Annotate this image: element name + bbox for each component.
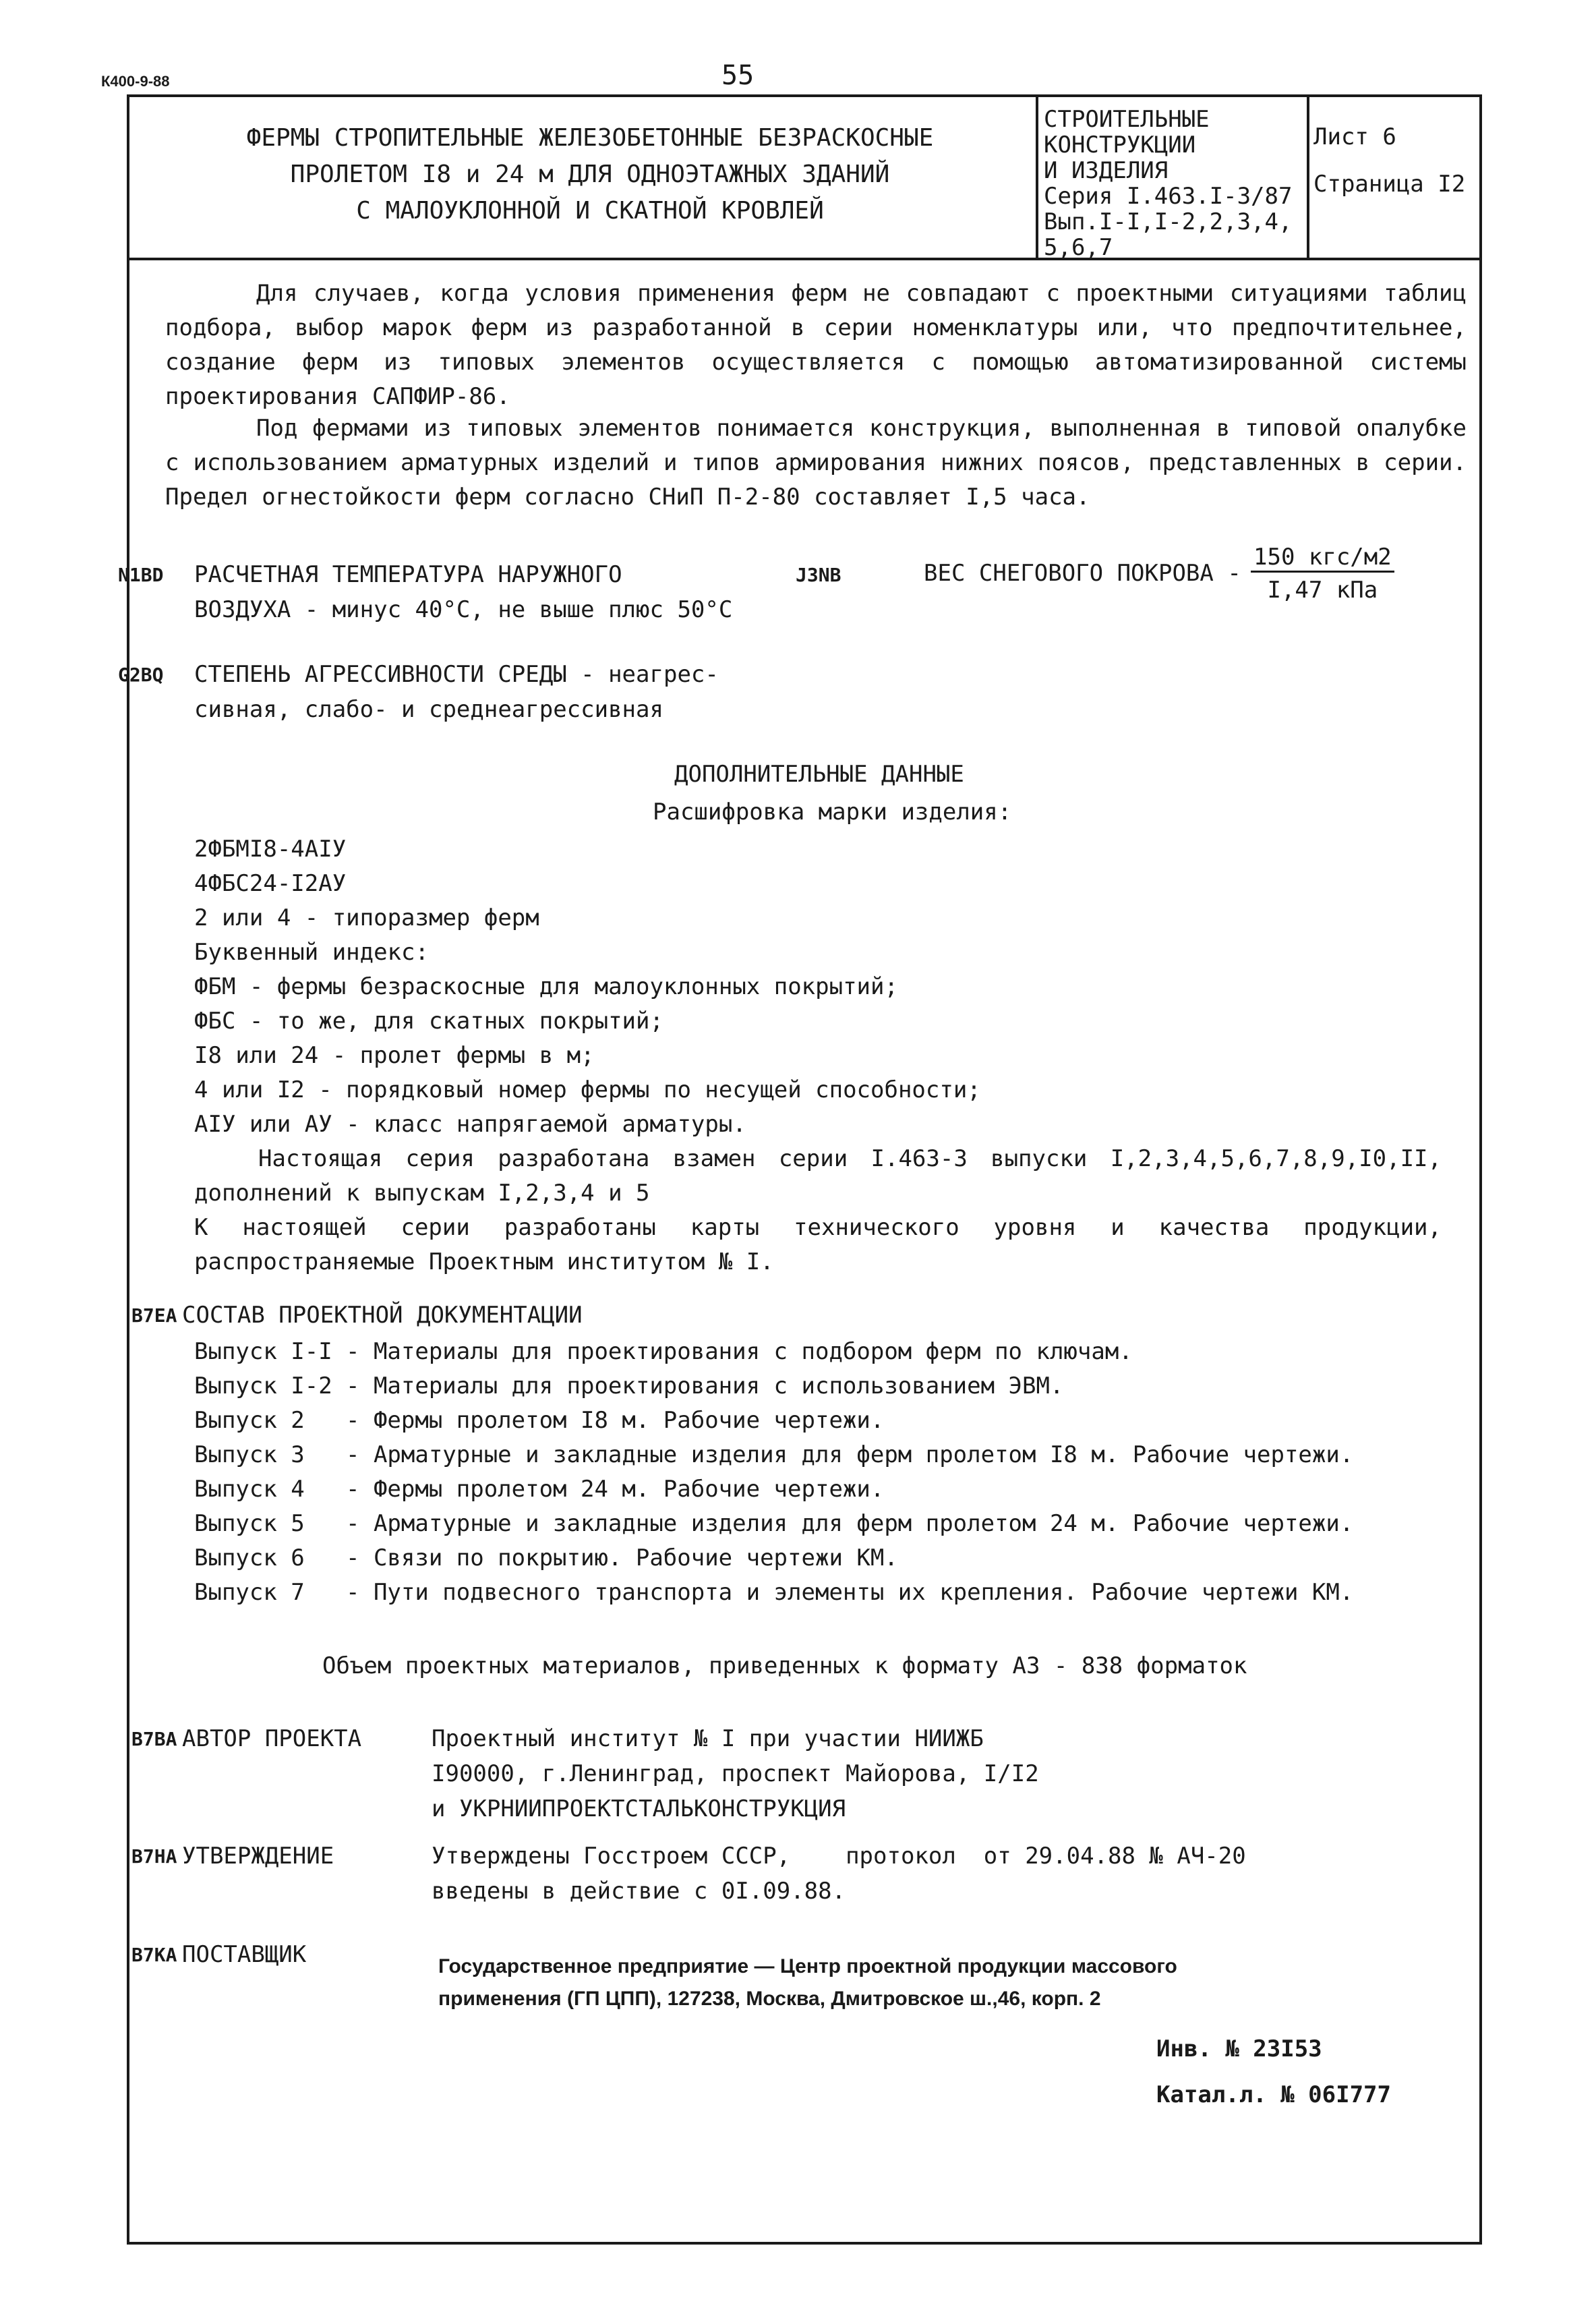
legend-line: ФБС - то же, для скатных покрытий; — [194, 1008, 663, 1035]
issue-row — [194, 1407, 884, 1435]
legend-line: ФБМ - фермы безраскосные для малоуклонных покрытий; — [194, 973, 898, 1000]
series-line: СТРОИТЕЛЬНЫЕ — [1044, 106, 1210, 133]
issue-row — [194, 1510, 1353, 1538]
author-code: В7ВА — [131, 1728, 177, 1750]
series-line: Вып.I-I,I-2,2,3,4, — [1044, 208, 1293, 235]
issue-row — [194, 1476, 884, 1503]
quality-paragraph — [194, 1211, 1442, 1279]
composition-code: В7ЕА — [131, 1304, 177, 1327]
issue-text: - Арматурные и закладные изделия для ферм пролетом I8 м. Рабочие чертежи. — [346, 1441, 1354, 1468]
approval-label: УТВЕРЖДЕНИЕ — [182, 1843, 334, 1870]
header-divider-1 — [1036, 94, 1038, 259]
legend-line: 2 или 4 - типоразмер ферм — [194, 904, 539, 931]
series-line: И ИЗДЕЛИЯ — [1044, 157, 1169, 184]
series-block — [1044, 107, 1308, 260]
aggr-code: G2BQ — [118, 664, 164, 686]
issue-text: - Материалы для проектирования с использованием ЭВМ. — [346, 1372, 1064, 1399]
issue-number: Выпуск 4 — [194, 1476, 305, 1503]
legend-line: Буквенный индекс: — [194, 939, 429, 966]
sheet-label: Лист 6 — [1313, 123, 1396, 150]
approval-line-1: Утверждены Госстроем СССР, протокол от 29.04.88 № АЧ-20 — [432, 1843, 1246, 1870]
issue-text: - Пути подвесного транспорта и элементы их крепления. Рабочие чертежи КМ. — [346, 1579, 1354, 1606]
title-line: ПРОЛЕТОМ I8 и 24 м ДЛЯ ОДНОЭТАЖНЫХ ЗДАНИЙ — [290, 161, 890, 188]
additional-subheading: Расшифровка марки изделия: — [653, 799, 1012, 826]
aggr-line-1: СТЕПЕНЬ АГРЕССИВНОСТИ СРЕДЫ - неагрес- — [194, 661, 719, 688]
inventory-number: Инв. № 23I53 — [1156, 2035, 1322, 2062]
issue-row — [194, 1579, 1353, 1607]
snow-denominator: I,47 кПа — [1267, 577, 1378, 604]
author-line: и УКРНИИПРОЕКТСТАЛЬКОНСТРУКЦИЯ — [432, 1795, 846, 1822]
temp-line-1: РАСЧЕТНАЯ ТЕМПЕРАТУРА НАРУЖНОГО — [194, 561, 622, 588]
issue-number: Выпуск 6 — [194, 1544, 305, 1571]
supplier-line-2: применения (ГП ЦПП), 127238, Москва, Дмитровское ш.,46, корп. 2 — [438, 1988, 1101, 2010]
supplier-line-1: Государственное предприятие — Центр проектной продукции массового — [438, 1955, 1177, 1977]
author-line: Проектный институт № I при участии НИИЖБ — [432, 1725, 984, 1752]
series-line: Серия I.463.I-3/87 — [1044, 183, 1293, 210]
issue-number: Выпуск I-2 — [194, 1372, 332, 1399]
issue-number: Выпуск 3 — [194, 1441, 305, 1468]
issue-row — [194, 1441, 1353, 1469]
replacement-paragraph — [194, 1142, 1442, 1211]
document-title — [169, 120, 1011, 229]
snow-fraction — [1251, 544, 1394, 604]
page-number: 55 — [721, 60, 755, 91]
issue-number: Выпуск 2 — [194, 1407, 305, 1434]
aggr-line-2: сивная, слабо- и среднеагрессивная — [194, 696, 663, 723]
title-line: ФЕРМЫ СТРОПИТЕЛЬНЫЕ ЖЕЛЕЗОБЕТОННЫЕ БЕЗРАСКОСНЫЕ — [246, 124, 934, 152]
issue-text: - Фермы пролетом 24 м. Рабочие чертежи. — [346, 1476, 885, 1503]
approval-line-2: введены в действие с 0I.09.88. — [432, 1878, 846, 1905]
legend-line: I8 или 24 - пролет фермы в м; — [194, 1042, 595, 1069]
issue-text: - Связи по покрытию. Рабочие чертежи КМ. — [346, 1544, 898, 1571]
issue-text: - Арматурные и закладные изделия для ферм пролетом 24 м. Рабочие чертежи. — [346, 1510, 1354, 1537]
series-line: КОНСТРУКЦИИ — [1044, 132, 1196, 158]
intro-text-1: Для случаев, когда условия применения ферм не совпадают с проектными ситуациями таблиц подбора, выбор марок ферм из разработанной в серии номенклатуры или, что предпочтительнее, создание ферм из типовых элементов осуществляется с помощью автоматизированной системы проектирования САПФИР-86. — [165, 280, 1467, 410]
catalog-number: Катал.л. № 06I777 — [1156, 2081, 1391, 2108]
page-label: Страница I2 — [1313, 171, 1466, 198]
quality-text: К настоящей серии разработаны карты технического уровня и качества продукции, распространяемые Проектным институтом № I. — [194, 1214, 1442, 1275]
author-label: АВТОР ПРОЕКТА — [182, 1725, 362, 1752]
issue-text: - Материалы для проектирования с подбором ферм по ключам. — [346, 1338, 1133, 1365]
additional-heading: ДОПОЛНИТЕЛЬНЫЕ ДАННЫЕ — [674, 761, 964, 788]
sheet-block — [1313, 113, 1465, 208]
issue-text: - Фермы пролетом I8 м. Рабочие чертежи. — [346, 1407, 885, 1434]
temp-line-2: ВОЗДУХА - минус 40°С, не выше плюс 50°С — [194, 596, 733, 623]
document-code: К400-9-88 — [101, 73, 170, 90]
legend-line: 4 или I2 - порядковый номер фермы по несущей способности; — [194, 1076, 981, 1103]
issue-number: Выпуск I-I — [194, 1338, 332, 1365]
intro-text-2: Под фермами из типовых элементов понимается конструкция, выполненная в типовой опалубке с использованием арматурных изделий и типов армирования нижних поясов, представленных в серии. Предел огнестойкости ферм согласно СНиП П-2-80 составляет I,5 часа. — [165, 415, 1467, 511]
issue-row — [194, 1544, 898, 1572]
author-line: I90000, г.Ленинград, проспект Майорова, I/I2 — [432, 1760, 1039, 1787]
approval-code: В7НА — [131, 1845, 177, 1868]
mark-example: 4ФБС24-I2АУ — [194, 870, 347, 897]
legend-line: АIУ или АУ - класс напрягаемой арматуры. — [194, 1111, 746, 1138]
snow-numerator: 150 кгс/м2 — [1251, 544, 1394, 573]
volume-line: Объем проектных материалов, приведенных к формату А3 - 838 форматок — [322, 1652, 1247, 1679]
issue-number: Выпуск 5 — [194, 1510, 305, 1537]
mark-example: 2ФБМI8-4АIУ — [194, 836, 347, 863]
issue-number: Выпуск 7 — [194, 1579, 305, 1606]
series-line: 5,6,7 — [1044, 234, 1113, 261]
issue-row — [194, 1372, 1063, 1400]
snow-code: J3NB — [796, 564, 841, 586]
composition-heading: СОСТАВ ПРОЕКТНОЙ ДОКУМЕНТАЦИИ — [182, 1302, 583, 1329]
intro-paragraph-2 — [165, 411, 1467, 515]
issue-row — [194, 1338, 1133, 1366]
supplier-label: ПОСТАВЩИК — [182, 1941, 307, 1968]
snow-label: ВЕС СНЕГОВОГО ПОКРОВА - — [924, 560, 1241, 587]
supplier-code: В7КА — [131, 1944, 177, 1966]
temp-code: N1BD — [118, 564, 164, 586]
intro-paragraph-1 — [165, 277, 1467, 414]
title-line: С МАЛОУКЛОННОЙ И СКАТНОЙ КРОВЛЕЙ — [356, 197, 824, 225]
replacement-text: Настоящая серия разработана взамен серии I.463-3 выпуски I,2,3,4,5,6,7,8,9,I0,II, дополнений к выпускам I,2,3,4 и 5 — [194, 1145, 1442, 1207]
